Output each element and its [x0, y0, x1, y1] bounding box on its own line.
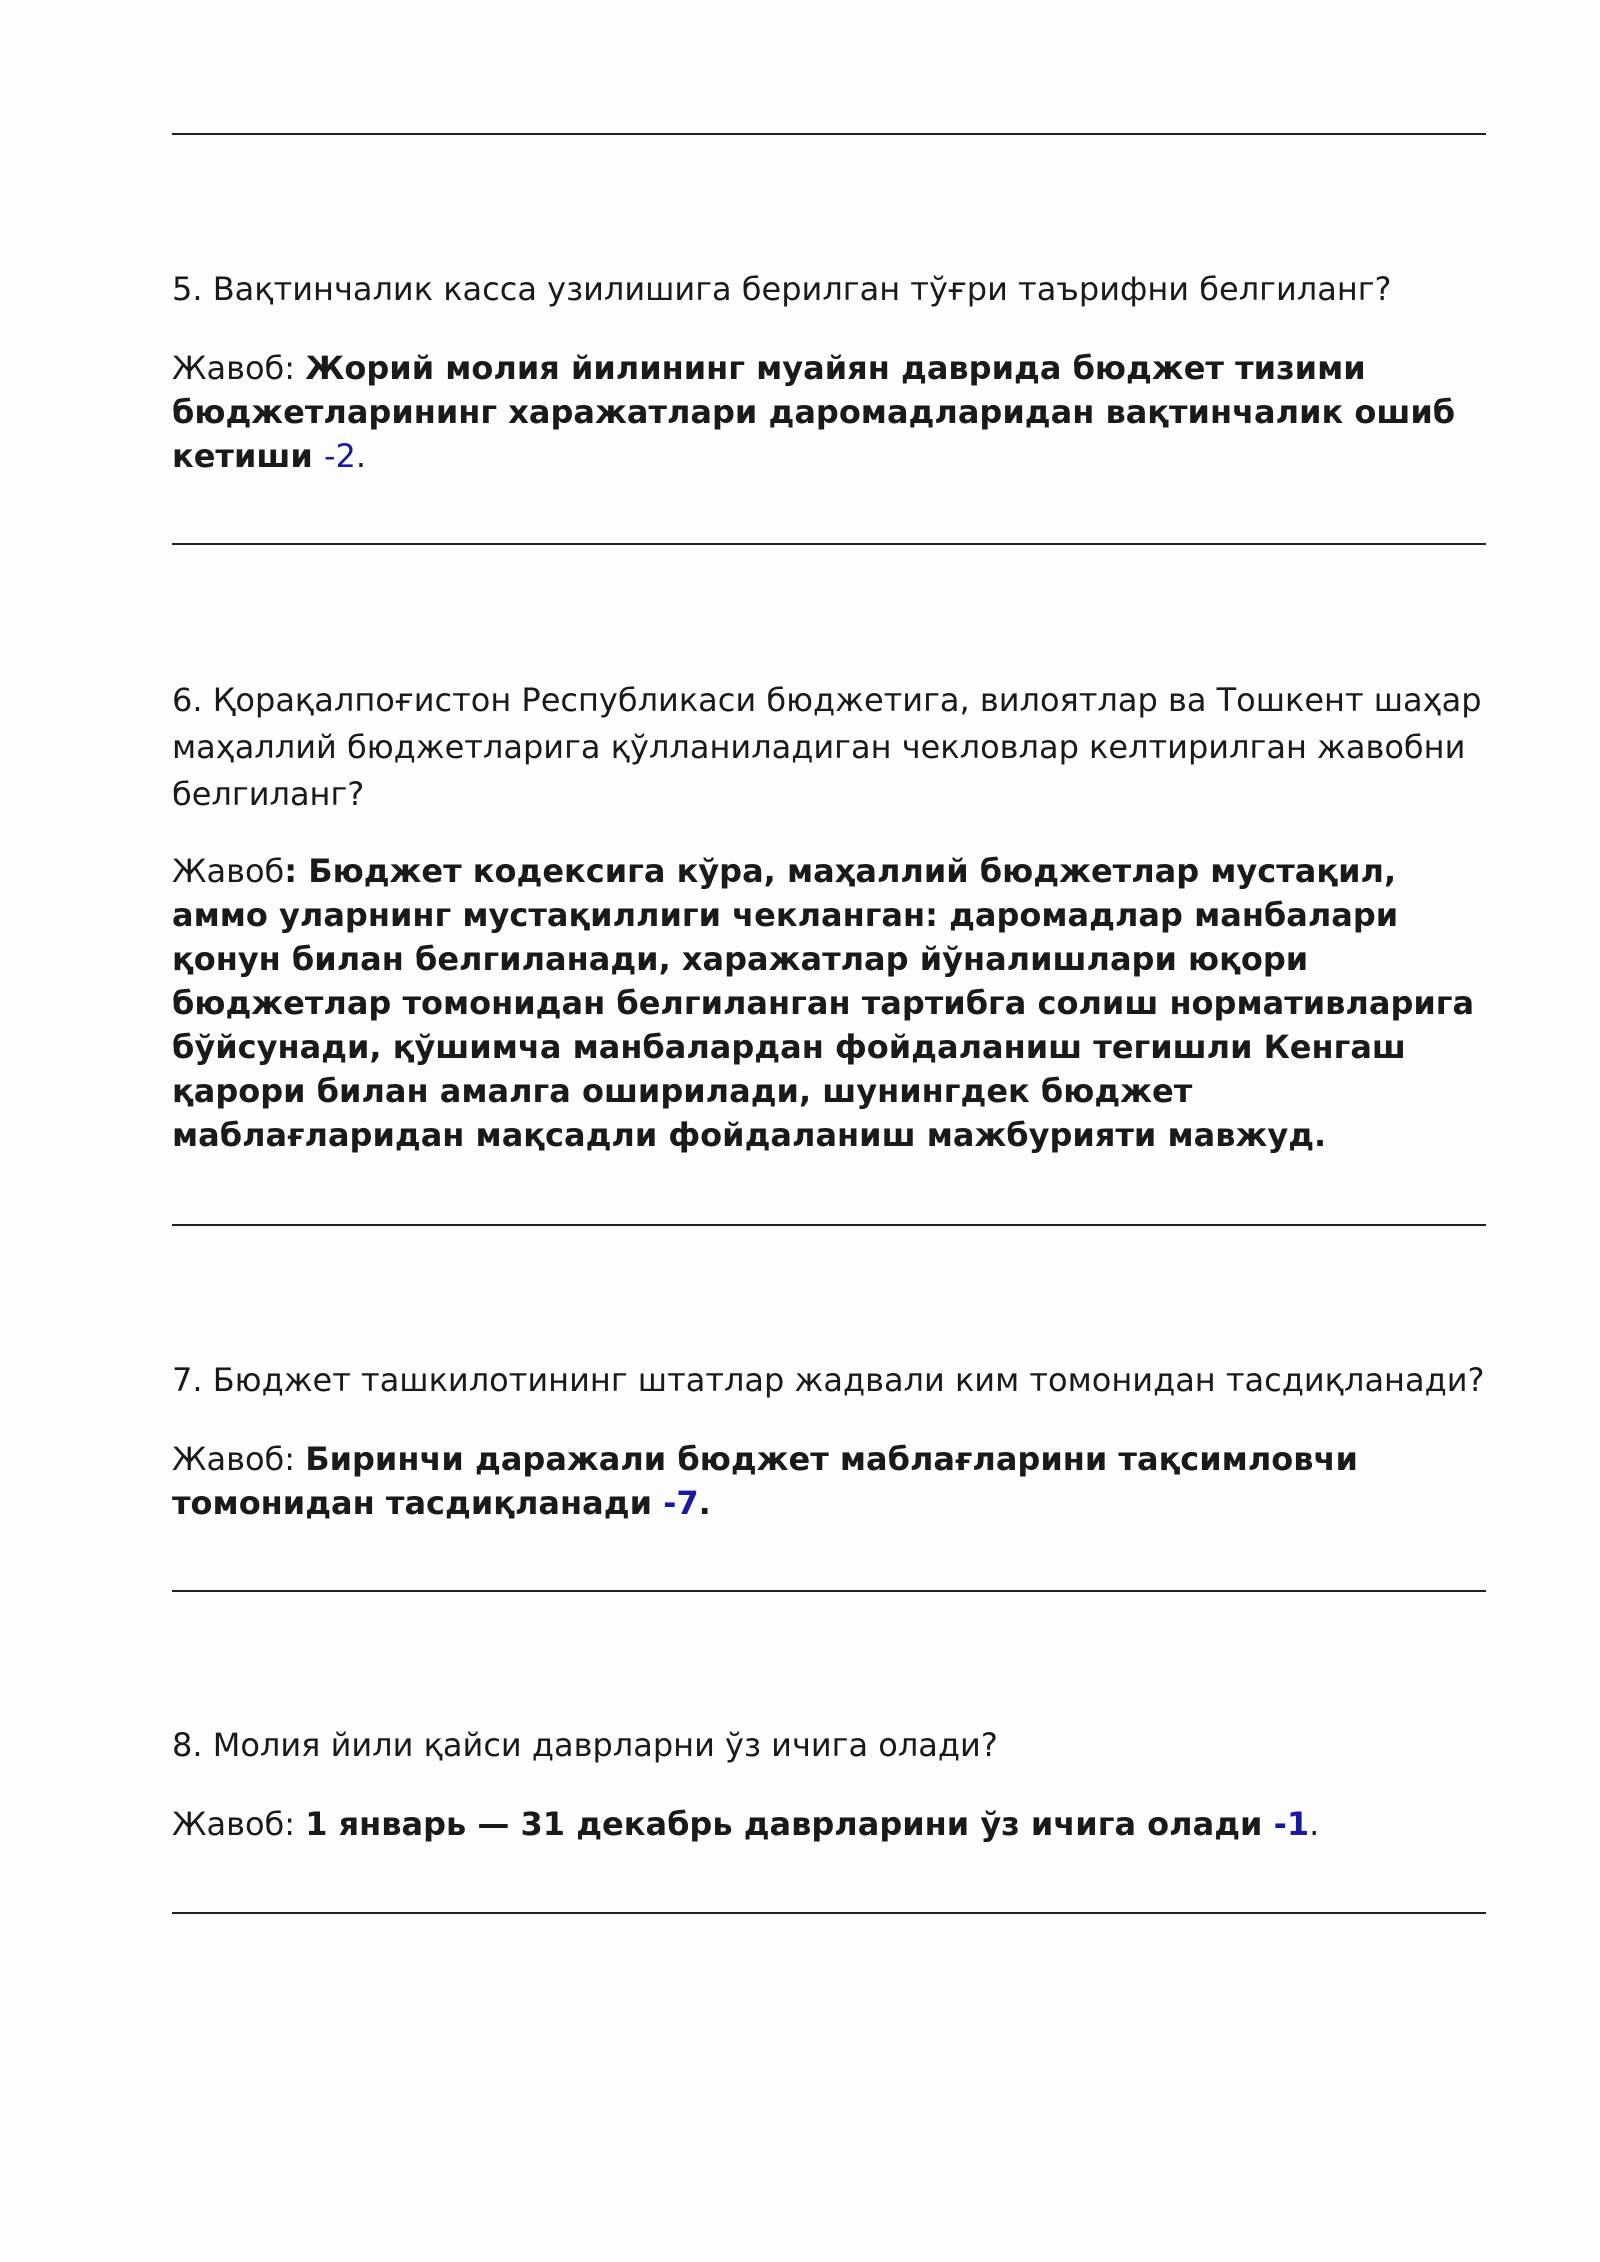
answer-8-tail: .: [1309, 1805, 1320, 1843]
answer-6-prefix: Жавоб: [172, 852, 285, 890]
document-page: [172, 0, 1486, 2262]
qa-item-8: [172, 1722, 1486, 1846]
answer-7-prefix: Жавоб:: [172, 1440, 306, 1478]
divider-line: [172, 543, 1486, 545]
question-7: 7. Бюджет ташкилотининг штатлар жадвали ким томонидан тасдиқланади?: [172, 1361, 1485, 1399]
answer-8: [172, 1802, 1486, 1846]
divider-line: [172, 133, 1486, 135]
answer-7-ref: -7: [663, 1484, 699, 1522]
answer-8-prefix: Жавоб:: [172, 1805, 306, 1843]
divider-line: [172, 1224, 1486, 1226]
answer-5: [172, 346, 1486, 478]
answer-5-ref: -2: [323, 437, 356, 475]
answer-7-tail: .: [698, 1484, 711, 1522]
answer-8-ref: -1: [1273, 1805, 1310, 1843]
answer-6: [172, 849, 1486, 1157]
answer-6-text: : Бюджет кодексига кўра, маҳаллий бюджетлар мустақил, аммо уларнинг мустақиллиги чекланган: даромадлар манбалари қонун билан белгиланади, харажатлар йўналишлари юқори бюджетлар томонидан белгиланган тартибга солиш нормативларига бўйсунади, қўшимча манбалардан фойдаланиш тегишли Кенгаш қарори билан амалга оширилади, шунингдек бюджет маблағларидан мақсадли фойдаланиш мажбурияти мавжуд.: [172, 852, 1475, 1154]
question-6: 6. Қорақалпоғистон Республикаси бюджетига, вилоятлар ва Тошкент шаҳар маҳаллий бюджетларига қўлланиладиган чекловлар келтирилган жавобни белгиланг?: [172, 681, 1482, 813]
answer-5-text: Жорий молия йилининг муайян даврида бюджет тизими бюджетларининг харажатлари даромадларидан вақтинчалик ошиб кетиши: [172, 349, 1456, 475]
qa-item-7: [172, 1357, 1486, 1525]
question-5: 5. Вақтинчалик касса узилишига берилган тўғри таърифни белгиланг?: [172, 270, 1392, 308]
answer-5-tail: .: [355, 437, 367, 475]
answer-7: [172, 1437, 1486, 1525]
answer-5-prefix: Жавоб:: [172, 349, 306, 387]
answer-8-text: 1 январь — 31 декабрь даврларини ўз ичига олади: [305, 1805, 1274, 1843]
question-8: 8. Молия йили қайси даврларни ўз ичига олади?: [172, 1726, 998, 1764]
divider-line: [172, 1590, 1486, 1592]
answer-7-text: Биринчи даражали бюджет маблағларини тақсимловчи томонидан тасдиқланади: [172, 1440, 1358, 1522]
divider-line: [172, 1912, 1486, 1914]
qa-item-5: [172, 266, 1486, 478]
qa-item-6: [172, 677, 1486, 1157]
